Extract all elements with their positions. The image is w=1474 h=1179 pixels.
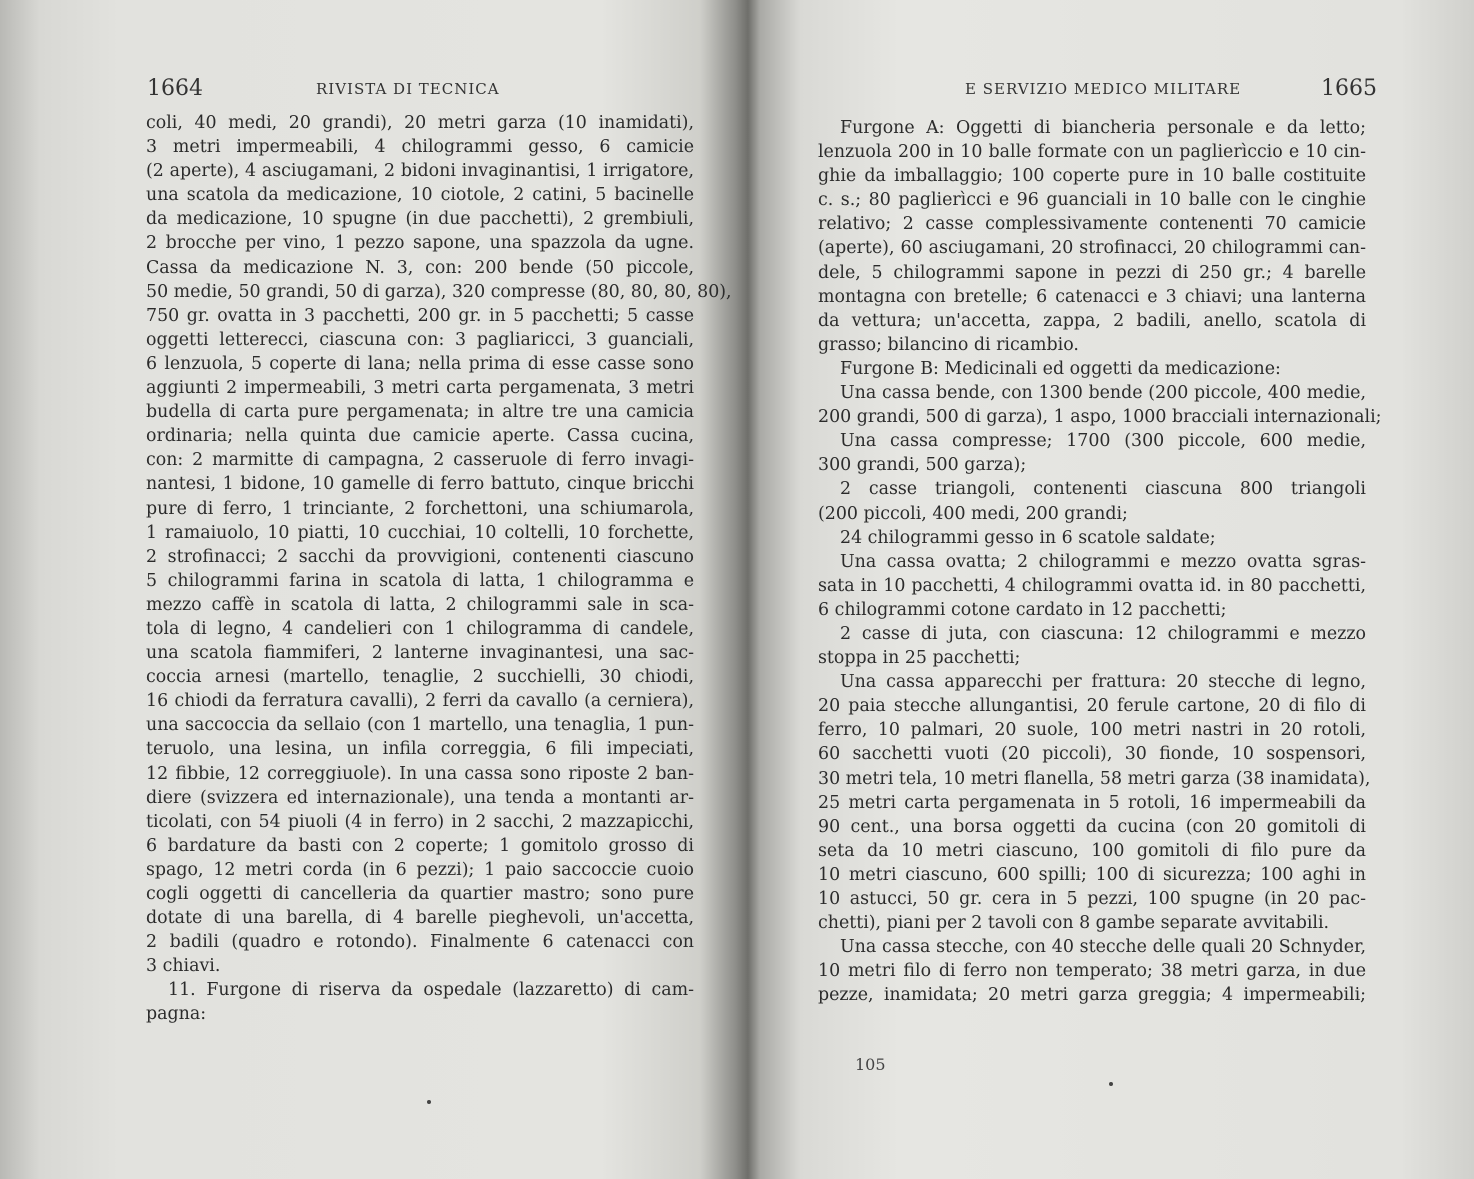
text-line: sata in 10 pacchetti, 4 chilogrammi ovatta id. in 80 pacchetti,: [818, 575, 1366, 596]
text-line: 200 grandi, 500 di garza), 1 aspo, 1000 bracciali internazionali;: [818, 407, 1382, 428]
text-line: 20 paia stecche allungantisi, 20 ferule cartone, 20 di filo di: [818, 696, 1366, 717]
text-line: (2 aperte), 4 asciugamani, 2 bidoni invaginantisi, 1 irrigatore,: [146, 161, 694, 182]
text-line: 5 chilogrammi farina in scatola di latta, 1 chilogramma e: [146, 570, 694, 591]
text-line: 1 ramaiuolo, 10 piatti, 10 cucchiai, 10 coltelli, 10 forchette,: [146, 522, 694, 543]
text-line: pezze, inamidata; 20 metri garza greggia; 4 impermeabili;: [818, 985, 1366, 1006]
text-line: 2 casse di juta, con ciascuna: 12 chilogrammi e mezzo: [840, 623, 1366, 644]
text-line: 10 metri ciascuno, 600 spilli; 100 di sicurezza; 100 aghi in: [818, 864, 1366, 885]
left-page-number: 1664: [147, 76, 203, 101]
text-line: con: 2 marmitte di campagna, 2 casseruole di ferro invagi-: [146, 450, 694, 471]
text-line: 6 chilogrammi cotone cardato in 12 pacchetti;: [818, 599, 1227, 620]
text-line: Cassa da medicazione N. 3, con: 200 bende (50 piccole,: [146, 257, 694, 278]
text-line: aggiunti 2 impermeabili, 3 metri carta pergamenata, 3 metri: [146, 378, 694, 399]
text-line: cogli oggetti di cancelleria da quartier mastro; sono pure: [146, 884, 694, 904]
text-line: una scatola fiammiferi, 2 lanterne invaginantesi, una sac-: [146, 643, 694, 664]
text-line: Furgone A: Oggetti di biancheria personale e da letto;: [840, 118, 1366, 138]
text-line: pagna:: [146, 1004, 207, 1025]
text-line: Una cassa bende, con 1300 bende (200 piccole, 400 medie,: [840, 383, 1366, 404]
text-line: (200 piccoli, 400 medi, 200 grandi;: [818, 503, 1128, 524]
text-line: 2 brocche per vino, 1 pezzo sapone, una spazzola da ugne.: [146, 233, 694, 254]
text-line: 30 metri tela, 10 metri flanella, 58 metri garza (38 inamidata),: [818, 768, 1371, 789]
text-line: 60 sacchetti vuoti (20 piccoli), 30 fionde, 10 sospensori,: [818, 744, 1366, 765]
text-line: 50 medie, 50 grandi, 50 di garza), 320 compresse (80, 80, 80, 80),: [146, 281, 732, 302]
text-line: 90 cent., una borsa oggetti da cucina (con 20 gomitoli di: [818, 816, 1366, 837]
text-line: ordinaria; nella quinta due camicie aperte. Cassa cucina,: [146, 426, 694, 447]
text-line: seta da 10 metri ciascuno, 100 gomitoli di filo pure da: [818, 840, 1366, 861]
text-line: Una cassa apparecchi per frattura: 20 stecche di legno,: [840, 672, 1366, 693]
text-line: c. s.; 80 paglierìcci e 96 guanciali in 10 balle con le cinghie: [818, 190, 1366, 211]
text-line: da vettura; un'accetta, zappa, 2 badili, anello, scatola di: [818, 310, 1366, 331]
text-line: mezzo caffè in scatola di latta, 2 chilogrammi sale in sca-: [146, 594, 694, 615]
text-line: lenzuola 200 in 10 balle formate con un paglierìccio e 10 cin-: [818, 142, 1366, 163]
text-line: relativo; 2 casse complessivamente contenenti 70 camicie: [818, 214, 1366, 235]
text-line: Una cassa ovatta; 2 chilogrammi e mezzo ovatta sgras-: [840, 551, 1366, 572]
text-line: 750 gr. ovatta in 3 pacchetti, 200 gr. in 5 pacchetti; 5 casse: [146, 305, 694, 326]
text-line: 24 chilogrammi gesso in 6 scatole saldate;: [840, 527, 1216, 548]
text-line: una saccoccia da sellaio (con 1 martello, una tenaglia, 1 pun-: [146, 715, 694, 736]
text-line: stoppa in 25 pacchetti;: [818, 648, 1021, 669]
text-line: 2 badili (quadro e rotondo). Finalmente 6 catenacci con: [146, 932, 694, 953]
text-line: ticolati, con 54 piuoli (4 in ferro) in 2 sacchi, 2 mazzapicchi,: [146, 811, 694, 832]
text-line: tola di legno, 4 candelieri con 1 chilogramma di candele,: [146, 618, 694, 639]
text-line: diere (svizzera ed internazionale), una tenda a montanti ar-: [146, 787, 694, 808]
text-line: 12 fibbie, 12 correggiuole). In una cassa sono riposte 2 ban-: [146, 763, 694, 784]
text-line: da medicazione, 10 spugne (in due pacchetti), 2 grembiuli,: [146, 209, 694, 230]
text-line: 10 metri filo di ferro non temperato; 38 metri garza, in due: [818, 961, 1366, 982]
text-line: ghie da imballaggio; 100 coperte pure in 10 balle costituite: [818, 166, 1366, 187]
text-line: 10 astucci, 50 gr. cera in 5 pezzi, 100 spugne (in 20 pac-: [818, 889, 1366, 909]
ink-dot: [1109, 1082, 1113, 1086]
text-line: 3 chiavi.: [146, 956, 221, 977]
signature-number: 105: [855, 1055, 886, 1074]
text-line: chetti), piani per 2 tavoli con 8 gambe separate avvitabili.: [818, 913, 1330, 934]
text-line: Una cassa stecche, con 40 stecche delle quali 20 Schnyder,: [840, 937, 1366, 958]
text-line: spago, 12 metri corda (in 6 pezzi); 1 paio saccoccie cuoio: [146, 859, 694, 880]
text-line: nantesi, 1 bidone, 10 gamelle di ferro battuto, cinque bricchi: [146, 474, 694, 495]
text-line: 300 grandi, 500 garza);: [818, 455, 1027, 476]
text-line: 25 metri carta pergamenata in 5 rotoli, 16 impermeabili da: [818, 792, 1366, 813]
text-line: coccia arnesi (martello, tenaglie, 2 succhielli, 30 chiodi,: [146, 667, 694, 688]
text-line: 11. Furgone di riserva da ospedale (lazzaretto) di cam-: [168, 980, 694, 1001]
text-line: 6 bardature da basti con 2 coperte; 1 gomitolo grosso di: [146, 835, 694, 856]
text-line: dele, 5 chilogrammi sapone in pezzi di 250 gr.; 4 barelle: [818, 262, 1366, 283]
text-line: dotate di una barella, di 4 barelle pieghevoli, un'accetta,: [146, 908, 694, 929]
right-page-number: 1665: [1321, 76, 1377, 101]
text-line: una scatola da medicazione, 10 ciotole, 2 catini, 5 bacinelle: [146, 185, 694, 206]
text-line: 6 lenzuola, 5 coperte di lana; nella prima di esse casse sono: [146, 353, 694, 374]
text-line: coli, 40 medi, 20 grandi), 20 metri garza (10 inamidati),: [146, 113, 694, 133]
text-line: pure di ferro, 1 trinciante, 2 forchettoni, una schiumarola,: [146, 498, 694, 519]
text-line: Una cassa compresse; 1700 (300 piccole, 600 medie,: [840, 431, 1366, 452]
text-line: 16 chiodi da ferratura cavalli), 2 ferri da cavallo (a cerniera),: [146, 691, 694, 712]
text-line: grasso; bilancino di ricambio.: [818, 334, 1079, 355]
left-page-text: [146, 111, 732, 1027]
text-line: oggetti letterecci, ciascuna con: 3 pagliaricci, 3 guanciali,: [146, 329, 694, 350]
left-running-head: RIVISTA DI TECNICA: [316, 80, 500, 98]
right-page-text: [818, 116, 1382, 1007]
text-line: ferro, 10 palmari, 20 suole, 100 metri nastri in 20 rotoli,: [818, 720, 1366, 741]
text-line: Furgone B: Medicinali ed oggetti da medicazione:: [840, 358, 1281, 379]
text-line: 2 strofinacci; 2 sacchi da provvigioni, contenenti ciascuno: [146, 546, 694, 567]
right-running-head: E SERVIZIO MEDICO MILITARE: [965, 80, 1242, 98]
text-line: teruolo, una lesina, un infila correggia, 6 fili impeciati,: [146, 739, 694, 760]
text-line: (aperte), 60 asciugamani, 20 strofinacci, 20 chilogrammi can-: [818, 238, 1366, 259]
text-line: 3 metri impermeabili, 4 chilogrammi gesso, 6 camicie: [146, 137, 694, 158]
right-page: [752, 0, 1474, 1179]
text-line: montagna con bretelle; 6 catenacci e 3 chiavi; una lanterna: [818, 286, 1366, 307]
ink-dot: [427, 1100, 431, 1104]
text-line: budella di carta pure pergamenata; in altre tre una camicia: [146, 402, 694, 423]
text-line: 2 casse triangoli, contenenti ciascuna 800 triangoli: [840, 479, 1366, 500]
